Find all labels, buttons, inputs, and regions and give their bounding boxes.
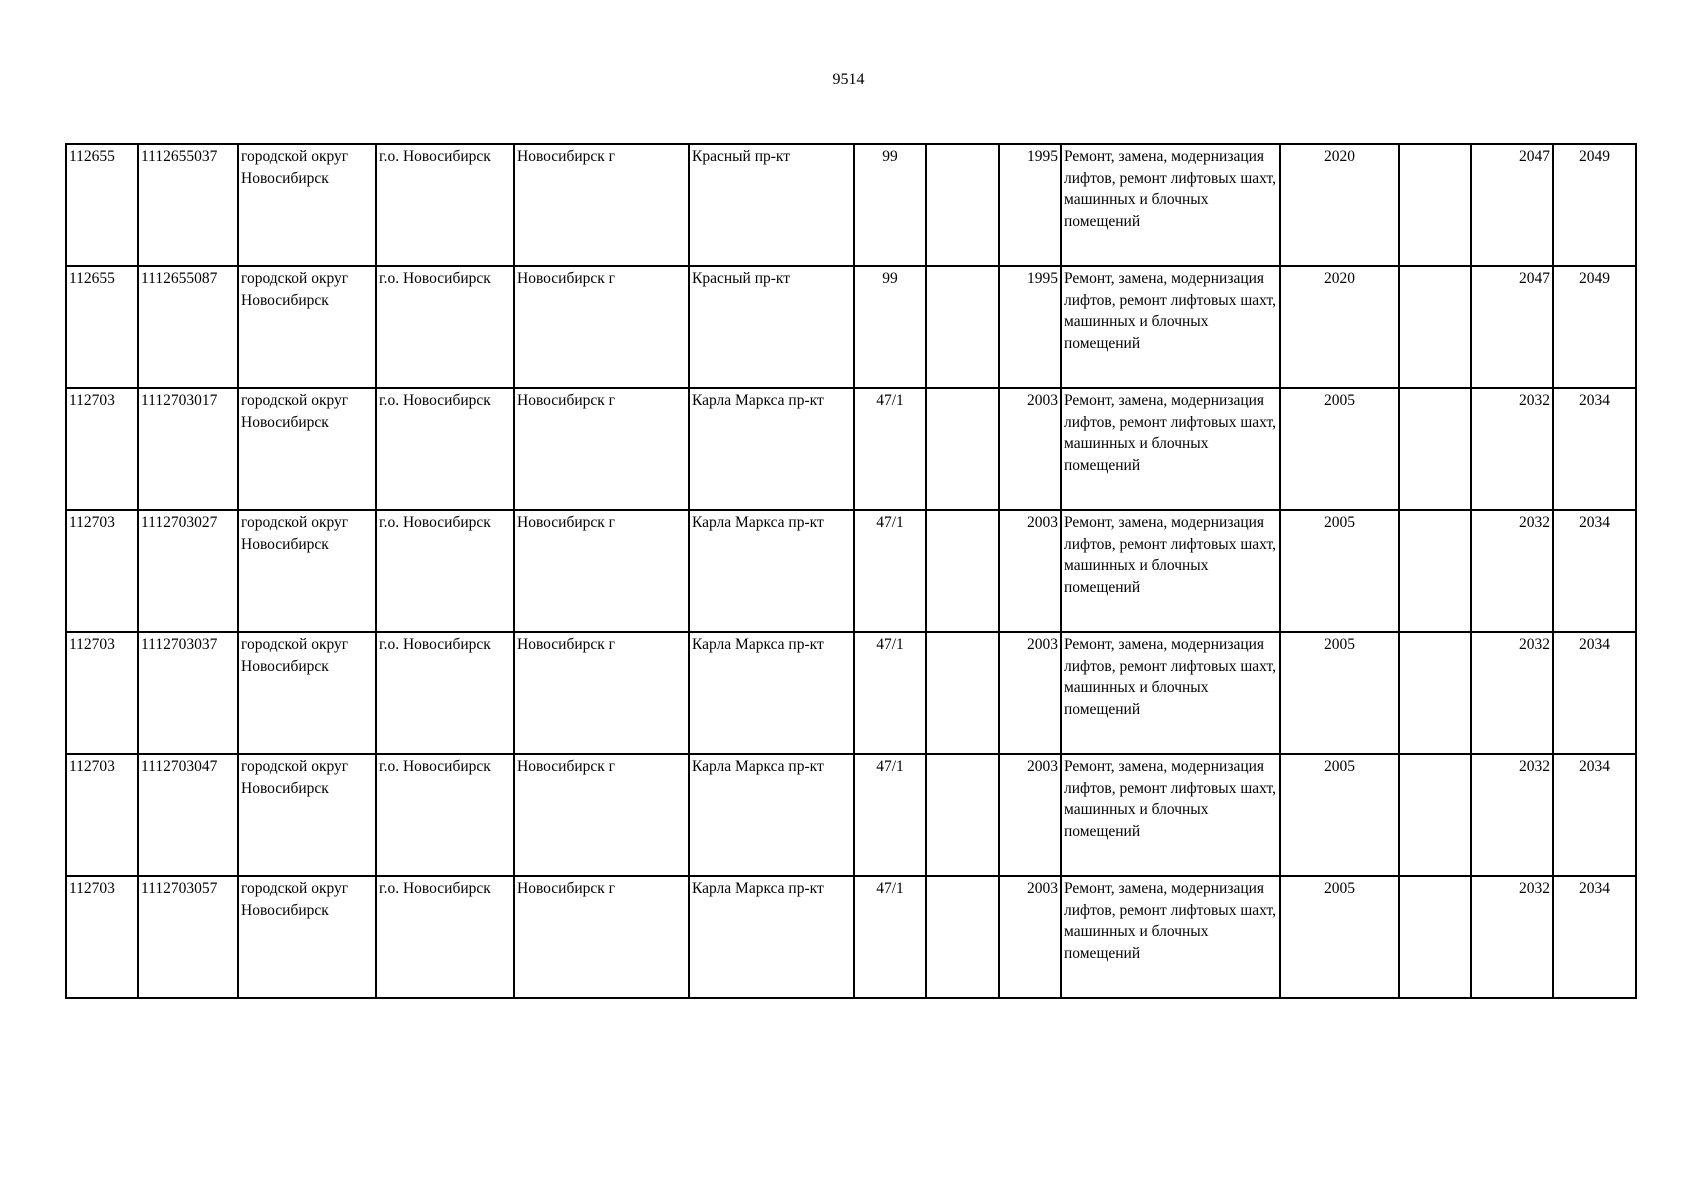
cell-district: городской округ Новосибирск bbox=[238, 144, 376, 266]
cell-year-built: 2003 bbox=[999, 510, 1061, 632]
cell-period-end: 2034 bbox=[1553, 388, 1636, 510]
cell-year-built: 2003 bbox=[999, 632, 1061, 754]
cell-id: 112655 bbox=[66, 266, 138, 388]
table-row bbox=[66, 754, 1636, 876]
cell-extra bbox=[926, 510, 999, 632]
cell-work-type: Ремонт, замена, модернизация лифтов, ремонт лифтовых шахт, машинных и блочных помещений bbox=[1061, 510, 1280, 632]
cell-settlement: Новосибирск г bbox=[514, 510, 689, 632]
cell-extra bbox=[926, 632, 999, 754]
cell-id: 112703 bbox=[66, 632, 138, 754]
cell-code: 1112703057 bbox=[138, 876, 238, 998]
cell-code: 1112655087 bbox=[138, 266, 238, 388]
cell-district: городской округ Новосибирск bbox=[238, 510, 376, 632]
cell-blank bbox=[1399, 388, 1471, 510]
cell-district: городской округ Новосибирск bbox=[238, 388, 376, 510]
cell-municipality: г.о. Новосибирск bbox=[376, 510, 514, 632]
cell-street: Красный пр-кт bbox=[689, 144, 854, 266]
cell-extra bbox=[926, 876, 999, 998]
cell-year-built: 2003 bbox=[999, 388, 1061, 510]
cell-settlement: Новосибирск г bbox=[514, 876, 689, 998]
cell-settlement: Новосибирск г bbox=[514, 388, 689, 510]
cell-extra bbox=[926, 144, 999, 266]
cell-district: городской округ Новосибирск bbox=[238, 754, 376, 876]
cell-code: 1112703037 bbox=[138, 632, 238, 754]
cell-district: городской округ Новосибирск bbox=[238, 632, 376, 754]
cell-year-last: 2020 bbox=[1280, 266, 1399, 388]
cell-year-last: 2005 bbox=[1280, 388, 1399, 510]
cell-period-start: 2032 bbox=[1471, 388, 1553, 510]
cell-year-last: 2005 bbox=[1280, 754, 1399, 876]
cell-extra bbox=[926, 754, 999, 876]
cell-blank bbox=[1399, 876, 1471, 998]
cell-blank bbox=[1399, 144, 1471, 266]
cell-municipality: г.о. Новосибирск bbox=[376, 388, 514, 510]
cell-street: Красный пр-кт bbox=[689, 266, 854, 388]
cell-year-last: 2005 bbox=[1280, 632, 1399, 754]
table-row bbox=[66, 144, 1636, 266]
cell-work-type: Ремонт, замена, модернизация лифтов, ремонт лифтовых шахт, машинных и блочных помещений bbox=[1061, 632, 1280, 754]
cell-period-start: 2032 bbox=[1471, 876, 1553, 998]
cell-house: 47/1 bbox=[854, 388, 926, 510]
cell-work-type: Ремонт, замена, модернизация лифтов, ремонт лифтовых шахт, машинных и блочных помещений bbox=[1061, 876, 1280, 998]
cell-year-built: 2003 bbox=[999, 876, 1061, 998]
page-number: 9514 bbox=[832, 71, 865, 88]
cell-period-start: 2047 bbox=[1471, 144, 1553, 266]
cell-id: 112655 bbox=[66, 144, 138, 266]
cell-period-end: 2034 bbox=[1553, 510, 1636, 632]
cell-code: 1112703047 bbox=[138, 754, 238, 876]
cell-street: Карла Маркса пр-кт bbox=[689, 632, 854, 754]
cell-period-start: 2047 bbox=[1471, 266, 1553, 388]
table-row bbox=[66, 266, 1636, 388]
cell-house: 47/1 bbox=[854, 510, 926, 632]
cell-settlement: Новосибирск г bbox=[514, 144, 689, 266]
cell-municipality: г.о. Новосибирск bbox=[376, 144, 514, 266]
cell-street: Карла Маркса пр-кт bbox=[689, 754, 854, 876]
cell-house: 99 bbox=[854, 144, 926, 266]
cell-work-type: Ремонт, замена, модернизация лифтов, ремонт лифтовых шахт, машинных и блочных помещений bbox=[1061, 144, 1280, 266]
cell-id: 112703 bbox=[66, 754, 138, 876]
cell-municipality: г.о. Новосибирск bbox=[376, 266, 514, 388]
table-row bbox=[66, 388, 1636, 510]
cell-municipality: г.о. Новосибирск bbox=[376, 754, 514, 876]
cell-street: Карла Маркса пр-кт bbox=[689, 388, 854, 510]
cell-year-built: 1995 bbox=[999, 266, 1061, 388]
cell-code: 1112703017 bbox=[138, 388, 238, 510]
cell-period-start: 2032 bbox=[1471, 754, 1553, 876]
cell-year-built: 2003 bbox=[999, 754, 1061, 876]
cell-blank bbox=[1399, 754, 1471, 876]
cell-year-last: 2020 bbox=[1280, 144, 1399, 266]
cell-municipality: г.о. Новосибирск bbox=[376, 632, 514, 754]
table-row bbox=[66, 876, 1636, 998]
registry-table bbox=[65, 143, 1637, 999]
cell-settlement: Новосибирск г bbox=[514, 754, 689, 876]
cell-code: 1112703027 bbox=[138, 510, 238, 632]
cell-period-end: 2034 bbox=[1553, 876, 1636, 998]
cell-district: городской округ Новосибирск bbox=[238, 266, 376, 388]
cell-street: Карла Маркса пр-кт bbox=[689, 876, 854, 998]
cell-period-end: 2049 bbox=[1553, 144, 1636, 266]
cell-blank bbox=[1399, 510, 1471, 632]
cell-code: 1112655037 bbox=[138, 144, 238, 266]
cell-id: 112703 bbox=[66, 876, 138, 998]
cell-house: 47/1 bbox=[854, 754, 926, 876]
cell-house: 47/1 bbox=[854, 632, 926, 754]
cell-period-start: 2032 bbox=[1471, 510, 1553, 632]
cell-id: 112703 bbox=[66, 388, 138, 510]
cell-extra bbox=[926, 266, 999, 388]
cell-year-last: 2005 bbox=[1280, 510, 1399, 632]
cell-settlement: Новосибирск г bbox=[514, 632, 689, 754]
table-row bbox=[66, 510, 1636, 632]
cell-work-type: Ремонт, замена, модернизация лифтов, ремонт лифтовых шахт, машинных и блочных помещений bbox=[1061, 266, 1280, 388]
cell-period-start: 2032 bbox=[1471, 632, 1553, 754]
cell-period-end: 2034 bbox=[1553, 754, 1636, 876]
cell-year-built: 1995 bbox=[999, 144, 1061, 266]
cell-period-end: 2049 bbox=[1553, 266, 1636, 388]
cell-district: городской округ Новосибирск bbox=[238, 876, 376, 998]
cell-house: 99 bbox=[854, 266, 926, 388]
cell-id: 112703 bbox=[66, 510, 138, 632]
table-row bbox=[66, 632, 1636, 754]
cell-extra bbox=[926, 388, 999, 510]
cell-municipality: г.о. Новосибирск bbox=[376, 876, 514, 998]
cell-house: 47/1 bbox=[854, 876, 926, 998]
cell-settlement: Новосибирск г bbox=[514, 266, 689, 388]
cell-year-last: 2005 bbox=[1280, 876, 1399, 998]
cell-work-type: Ремонт, замена, модернизация лифтов, ремонт лифтовых шахт, машинных и блочных помещений bbox=[1061, 388, 1280, 510]
cell-blank bbox=[1399, 632, 1471, 754]
cell-street: Карла Маркса пр-кт bbox=[689, 510, 854, 632]
cell-work-type: Ремонт, замена, модернизация лифтов, ремонт лифтовых шахт, машинных и блочных помещений bbox=[1061, 754, 1280, 876]
cell-blank bbox=[1399, 266, 1471, 388]
cell-period-end: 2034 bbox=[1553, 632, 1636, 754]
